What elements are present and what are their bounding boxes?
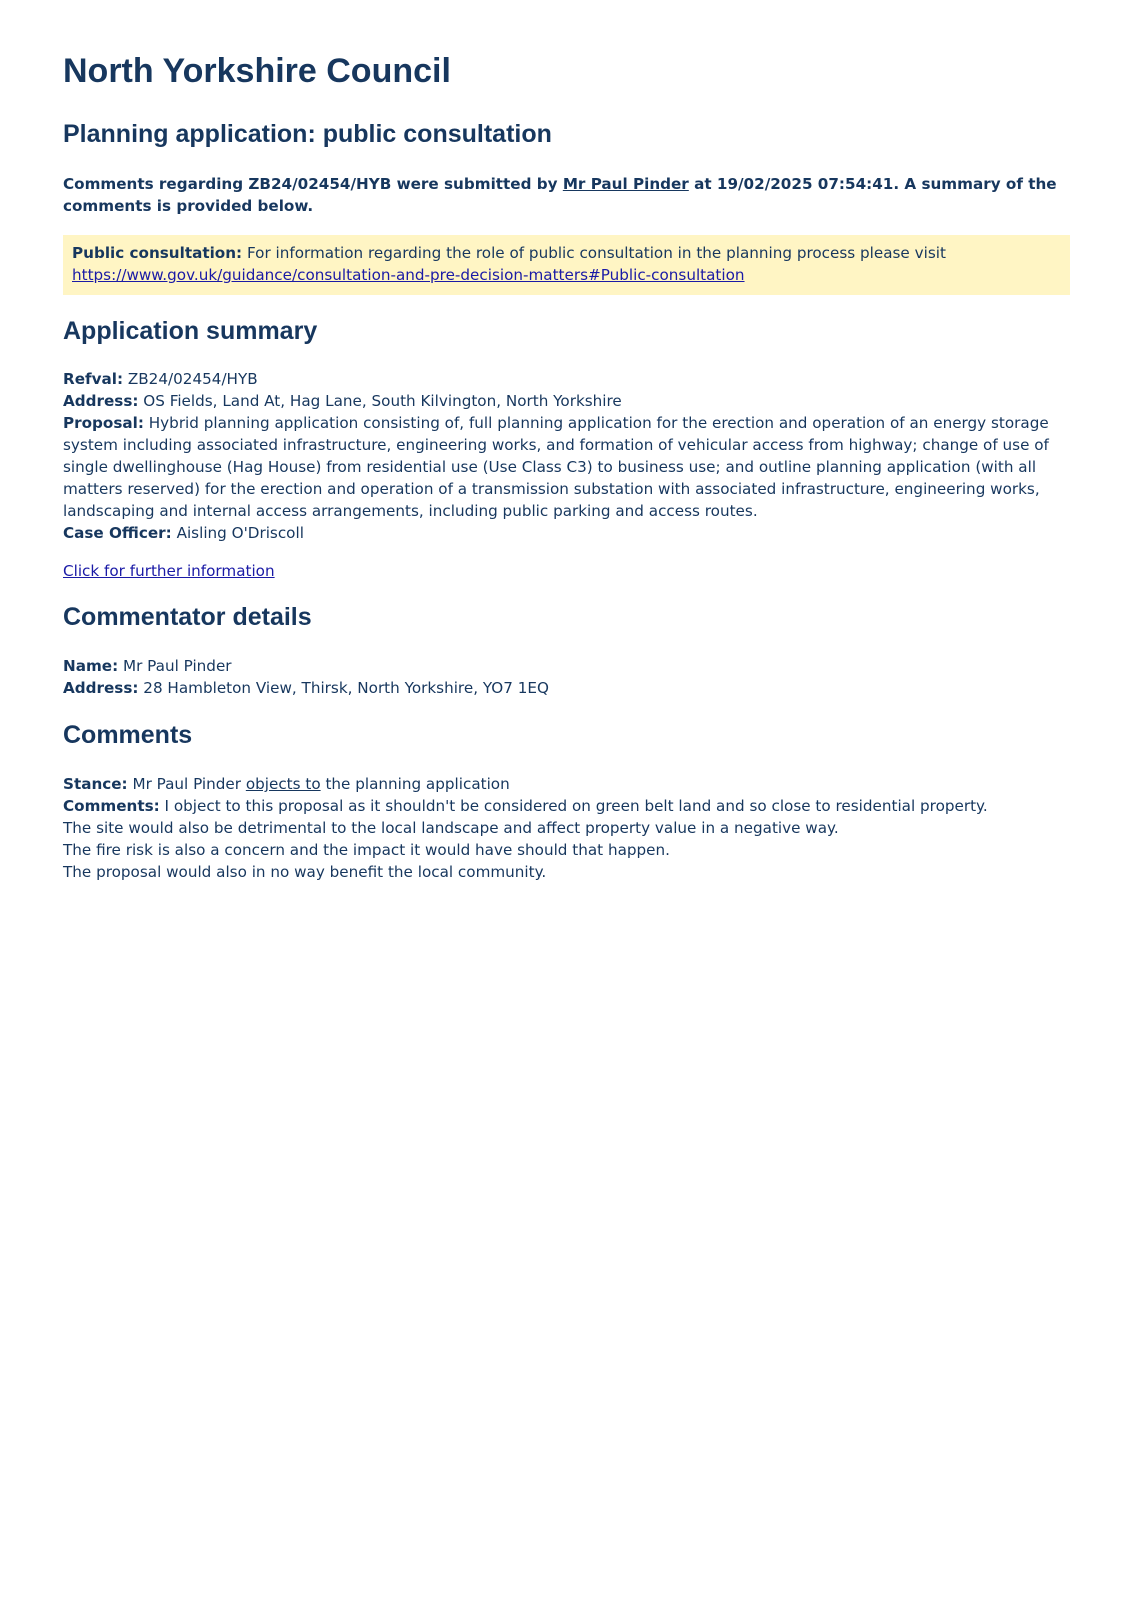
commentator-details-heading: Commentator details [63,603,312,631]
council-title: North Yorkshire Council [63,52,451,90]
stance-row [63,773,1070,795]
comment-line-3: The fire risk is also a concern and the impact it would have should that happen. [63,841,670,859]
stance-prefix: Mr Paul Pinder [127,775,246,793]
name-value: Mr Paul Pinder [118,657,232,675]
case-officer-value: Aisling O'Driscoll [171,524,304,542]
application-summary-heading: Application summary [63,317,318,345]
comment-line-1: I object to this proposal as it shouldn't be considered on green belt land and so close to residential property. [159,797,988,815]
proposal-row [63,412,1070,522]
commentator-name-row [63,655,1070,677]
commentator-address-row [63,677,1070,699]
case-officer-label: Case Officer: [63,524,172,542]
proposal-label: Proposal: [63,414,144,432]
consultation-guidance-link[interactable]: https://www.gov.uk/guidance/consultation-and-pre-decision-matters#Public-consultation [72,266,745,284]
note-label: Public consultation: [72,244,243,262]
refval-row [63,368,1070,390]
name-label: Name: [63,657,119,675]
stance-label: Stance: [63,775,128,793]
further-information-link[interactable]: Click for further information [63,562,275,580]
comments-row [63,795,1070,817]
address-label: Address: [63,392,139,410]
intro-prefix: Comments regarding ZB24/02454/HYB were submitted by [63,175,563,193]
address-row [63,390,1070,412]
case-officer-row [63,522,1070,544]
commentator-address-label: Address: [63,679,139,697]
refval-value: ZB24/02454/HYB [123,370,258,388]
submission-intro [63,173,1070,217]
proposal-value: Hybrid planning application consisting of, full planning application for the erection and operation of an energy storage system including associated infrastructure, engineering works, and formation of vehicular access from highway; change of use of single dwellinghouse (Hag House) from residential use (Use Class C3) to business use; and outline planning application (with all matters reserved) for the erection and operation of a transmission substation with associated infrastructure, engineering works, landscaping and internal access arrangements, including public parking and access routes. [63,414,1049,520]
comments-label: Comments: [63,797,160,815]
commentator-address-value: 28 Hambleton View, Thirsk, North Yorkshire, YO7 1EQ [138,679,549,697]
stance-objects-to: objects to [245,775,321,793]
comment-line-2: The site would also be detrimental to the local landscape and affect property value in a negative way. [63,819,839,837]
application-summary [63,368,1070,544]
page-subtitle: Planning application: public consultation [63,120,552,148]
comments-heading: Comments [63,721,193,749]
comment-line-4: The proposal would also in no way benefit the local community. [63,863,547,881]
intro-suffix: at 19/02/2025 07:54:41. A summary of the comments is provided below. [63,175,1057,215]
public-consultation-note [63,235,1070,295]
commentator-name-link: Mr Paul Pinder [562,175,689,193]
comments-body [63,773,1070,883]
stance-suffix: the planning application [320,775,510,793]
address-value: OS Fields, Land At, Hag Lane, South Kilvington, North Yorkshire [138,392,622,410]
commentator-details [63,655,1070,699]
refval-label: Refval: [63,370,124,388]
note-text: For information regarding the role of public consultation in the planning process please visit [242,244,946,262]
